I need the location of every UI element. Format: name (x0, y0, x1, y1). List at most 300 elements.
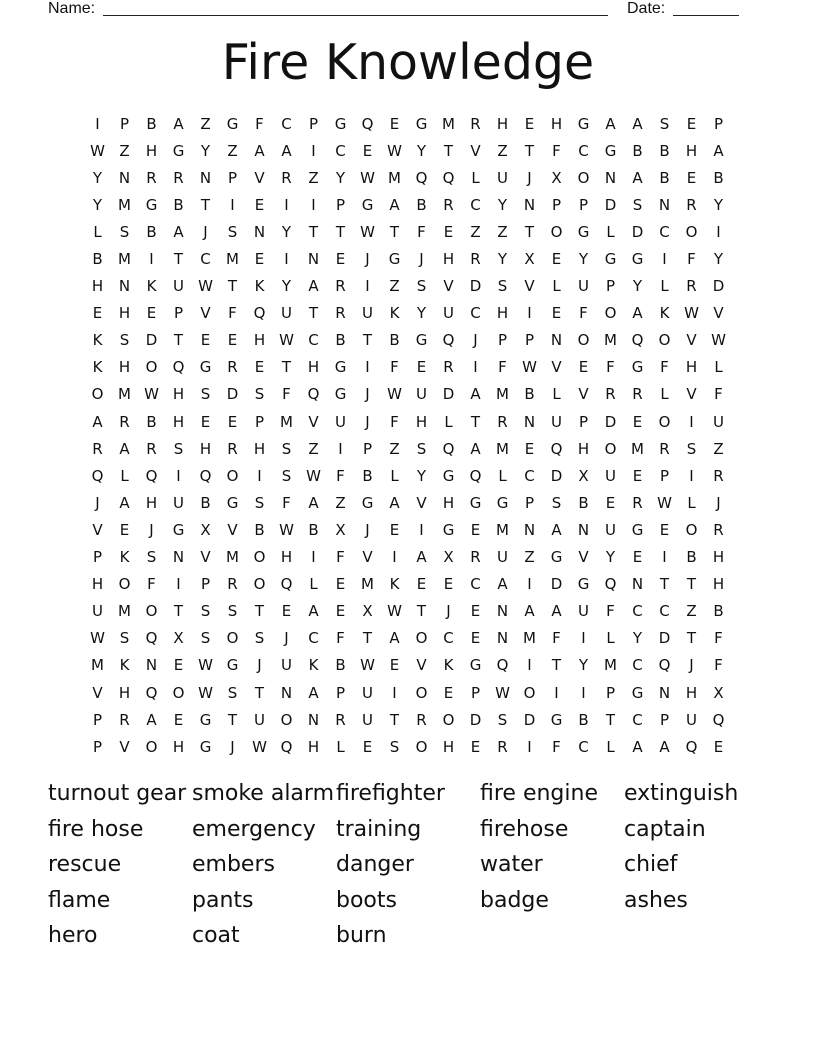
grid-letter: L (660, 385, 669, 404)
grid-letter: Q (442, 331, 455, 350)
grid-letter: U (713, 412, 724, 431)
grid-letter: W (387, 141, 402, 160)
grid-letter: Y (632, 629, 643, 648)
grid-letter: M (496, 385, 509, 404)
grid-letter: R (92, 439, 103, 458)
grid-letter: K (443, 656, 454, 675)
grid-letter: V (119, 737, 130, 756)
grid-letter: H (172, 385, 185, 404)
grid-letter: F (552, 737, 561, 756)
grid-letter: P (173, 304, 184, 323)
word-list-item: embers (192, 852, 275, 878)
grid-letter: T (416, 602, 427, 621)
grid-letter: E (173, 656, 184, 675)
grid-letter: B (686, 548, 697, 567)
grid-letter: Q (631, 331, 644, 350)
grid-letter: G (442, 466, 455, 485)
grid-letter: N (118, 277, 131, 296)
grid-letter: M (361, 575, 374, 594)
grid-letter: T (605, 710, 616, 729)
grid-letter: V (227, 520, 238, 539)
grid-letter: J (203, 222, 208, 241)
grid-letter: H (91, 575, 104, 594)
grid-letter: W (198, 277, 213, 296)
grid-letter: A (416, 548, 427, 567)
grid-letter: U (497, 548, 508, 567)
grid-letter: L (471, 168, 480, 187)
grid-letter: L (660, 277, 669, 296)
grid-letter: M (496, 439, 509, 458)
grid-letter: W (711, 331, 726, 350)
grid-letter: I (527, 304, 532, 323)
grid-letter: H (550, 114, 563, 133)
grid-letter: U (254, 710, 265, 729)
grid-letter: F (390, 412, 399, 431)
grid-letter: Q (361, 114, 374, 133)
grid-letter: Y (281, 277, 292, 296)
grid-letter: V (443, 277, 454, 296)
grid-letter: C (632, 602, 643, 621)
grid-letter: C (659, 222, 670, 241)
grid-letter: P (362, 439, 373, 458)
grid-letter: L (336, 737, 345, 756)
grid-letter: K (92, 358, 103, 377)
grid-letter: S (497, 277, 508, 296)
grid-letter: L (687, 493, 696, 512)
grid-letter: K (659, 304, 670, 323)
grid-letter: G (631, 358, 644, 377)
grid-letter: V (686, 331, 697, 350)
grid-letter: N (523, 412, 536, 431)
grid-letter: T (254, 602, 265, 621)
grid-letter: I (527, 737, 532, 756)
grid-letter: C (578, 737, 589, 756)
grid-letter: C (659, 602, 670, 621)
grid-letter: I (284, 250, 289, 269)
grid-letter: A (281, 141, 292, 160)
grid-letter: G (469, 656, 482, 675)
grid-letter: B (308, 520, 319, 539)
grid-letter: D (550, 466, 563, 485)
grid-letter: B (524, 385, 535, 404)
grid-letter: P (200, 575, 211, 594)
grid-letter: R (227, 358, 238, 377)
grid-letter: A (308, 683, 319, 702)
grid-letter: U (281, 304, 292, 323)
grid-letter: U (443, 304, 454, 323)
grid-letter: A (551, 602, 562, 621)
grid-letter: U (605, 520, 616, 539)
grid-letter: G (388, 250, 401, 269)
grid-letter: R (335, 277, 346, 296)
grid-letter: H (442, 250, 455, 269)
grid-letter: V (470, 141, 481, 160)
grid-letter: M (631, 439, 644, 458)
grid-letter: T (659, 575, 670, 594)
grid-letter: W (522, 358, 537, 377)
grid-letter: P (227, 168, 238, 187)
grid-letter: J (446, 602, 451, 621)
grid-letter: L (390, 466, 399, 485)
grid-letter: B (578, 710, 589, 729)
grid-letter: I (338, 439, 343, 458)
grid-letter: E (254, 358, 265, 377)
grid-letter: E (470, 629, 481, 648)
grid-letter: O (523, 683, 536, 702)
grid-letter: E (686, 168, 697, 187)
grid-letter: S (281, 466, 292, 485)
grid-letter: X (362, 602, 373, 621)
grid-letter: T (389, 222, 400, 241)
grid-letter: H (145, 141, 158, 160)
grid-letter: E (335, 575, 346, 594)
grid-letter: I (284, 195, 289, 214)
grid-letter: O (226, 466, 239, 485)
grid-letter: A (632, 168, 643, 187)
grid-letter: H (685, 141, 698, 160)
grid-letter: R (146, 168, 157, 187)
grid-letter: D (631, 222, 644, 241)
grid-letter: C (200, 250, 211, 269)
grid-letter: Z (335, 493, 346, 512)
grid-letter: R (227, 439, 238, 458)
grid-letter: B (659, 168, 670, 187)
grid-letter: D (550, 575, 563, 594)
grid-letter: Y (578, 656, 589, 675)
grid-letter: S (632, 195, 643, 214)
grid-letter: S (146, 548, 157, 567)
grid-letter: T (686, 575, 697, 594)
grid-letter: S (497, 710, 508, 729)
grid-letter: V (362, 548, 373, 567)
grid-letter: C (470, 575, 481, 594)
grid-letter: J (284, 629, 289, 648)
grid-letter: Y (497, 250, 508, 269)
grid-letter: X (551, 168, 562, 187)
grid-letter: R (713, 466, 724, 485)
grid-letter: I (311, 141, 316, 160)
page-title: Fire Knowledge (221, 34, 595, 91)
grid-letter: E (362, 737, 373, 756)
grid-letter: W (657, 493, 672, 512)
word-list-item: fire engine (480, 781, 598, 806)
grid-letter: Q (199, 466, 212, 485)
grid-letter: G (199, 710, 212, 729)
grid-letter: K (119, 656, 130, 675)
word-list-item: ashes (624, 887, 688, 913)
grid-letter: A (146, 710, 157, 729)
grid-letter: O (685, 222, 698, 241)
grid-letter: W (198, 656, 213, 675)
grid-letter: Y (416, 141, 427, 160)
grid-letter: S (227, 222, 238, 241)
grid-letter: H (712, 548, 725, 567)
grid-letter: A (254, 141, 265, 160)
grid-letter: X (173, 629, 184, 648)
grid-letter: N (658, 195, 671, 214)
grid-letter: H (442, 493, 455, 512)
grid-letter: Y (713, 195, 724, 214)
grid-letter: V (254, 168, 265, 187)
grid-letter: O (685, 520, 698, 539)
grid-letter: P (605, 683, 616, 702)
grid-letter: G (496, 493, 509, 512)
grid-letter: G (631, 520, 644, 539)
grid-letter: G (604, 141, 617, 160)
grid-letter: R (686, 195, 697, 214)
grid-letter: F (336, 466, 345, 485)
word-list-item: badge (480, 887, 549, 913)
grid-letter: B (416, 195, 427, 214)
word-list-item: captain (624, 816, 706, 842)
grid-letter: K (146, 277, 157, 296)
grid-letter: V (92, 683, 103, 702)
grid-letter: G (469, 493, 482, 512)
grid-letter: V (416, 656, 427, 675)
grid-letter: K (119, 548, 130, 567)
grid-letter: R (443, 358, 454, 377)
grid-letter: Y (605, 548, 616, 567)
grid-letter: F (282, 385, 291, 404)
grid-letter: F (579, 304, 588, 323)
grid-letter: T (470, 412, 481, 431)
grid-letter: N (118, 168, 131, 187)
grid-letter: A (92, 412, 103, 431)
grid-letter: O (145, 737, 158, 756)
grid-letter: P (92, 548, 103, 567)
grid-letter: F (606, 358, 615, 377)
grid-letter: W (387, 602, 402, 621)
grid-letter: W (360, 168, 375, 187)
grid-letter: F (147, 575, 156, 594)
grid-letter: C (335, 141, 346, 160)
grid-letter: Q (604, 575, 617, 594)
grid-letter: C (524, 466, 535, 485)
grid-letter: S (551, 493, 562, 512)
grid-letter: J (716, 493, 721, 512)
grid-letter: H (253, 331, 266, 350)
grid-letter: C (308, 629, 319, 648)
grid-letter: P (659, 710, 670, 729)
grid-letter: J (689, 656, 694, 675)
grid-letter: W (144, 385, 159, 404)
grid-letter: E (578, 358, 589, 377)
grid-letter: P (551, 195, 562, 214)
grid-letter: T (227, 710, 238, 729)
grid-letter: I (689, 412, 694, 431)
grid-letter: Q (91, 466, 104, 485)
grid-letter: S (254, 629, 265, 648)
grid-letter: I (230, 195, 235, 214)
grid-letter: V (200, 304, 211, 323)
grid-letter: T (173, 331, 184, 350)
grid-letter: A (713, 141, 724, 160)
grid-letter: R (686, 277, 697, 296)
grid-letter: Q (145, 683, 158, 702)
grid-letter: U (281, 656, 292, 675)
grid-letter: A (308, 277, 319, 296)
grid-letter: N (145, 656, 158, 675)
grid-letter: B (335, 331, 346, 350)
grid-letter: E (524, 114, 535, 133)
grid-letter: N (523, 520, 536, 539)
grid-letter: T (686, 629, 697, 648)
grid-letter: T (308, 304, 319, 323)
grid-letter: W (90, 629, 105, 648)
grid-letter: F (336, 548, 345, 567)
grid-letter: Y (497, 195, 508, 214)
grid-letter: E (443, 575, 454, 594)
grid-letter: M (118, 602, 131, 621)
grid-letter: M (280, 412, 293, 431)
word-list-item: coat (192, 923, 240, 949)
grid-letter: A (632, 114, 643, 133)
grid-letter: D (469, 710, 482, 729)
grid-letter: R (632, 385, 643, 404)
grid-letter: V (308, 412, 319, 431)
grid-letter: S (416, 277, 427, 296)
grid-letter: A (605, 114, 616, 133)
word-list-item: turnout gear (48, 781, 187, 806)
grid-letter: N (307, 710, 320, 729)
grid-letter: B (713, 168, 724, 187)
grid-letter: V (686, 385, 697, 404)
grid-letter: N (604, 168, 617, 187)
grid-letter: O (658, 331, 671, 350)
grid-letter: W (360, 656, 375, 675)
grid-letter: R (497, 737, 508, 756)
word-list-item: hero (48, 923, 98, 949)
grid-letter: G (172, 141, 185, 160)
date-label: Date: (627, 0, 666, 17)
grid-letter: D (145, 331, 158, 350)
grid-letter: H (145, 493, 158, 512)
grid-letter: L (714, 358, 723, 377)
grid-letter: L (444, 412, 453, 431)
grid-letter: P (605, 277, 616, 296)
grid-letter: O (550, 222, 563, 241)
word-list-item: firehose (480, 816, 569, 842)
grid-letter: I (527, 575, 532, 594)
grid-letter: V (713, 304, 724, 323)
grid-letter: S (200, 629, 211, 648)
grid-letter: D (523, 710, 536, 729)
grid-letter: E (389, 656, 400, 675)
grid-letter: S (200, 385, 211, 404)
grid-letter: M (388, 168, 401, 187)
grid-letter: P (524, 493, 535, 512)
grid-letter: P (713, 114, 724, 133)
grid-letter: Z (200, 114, 211, 133)
grid-letter: Z (686, 602, 697, 621)
word-list (48, 778, 768, 956)
grid-letter: M (91, 656, 104, 675)
grid-letter: R (119, 412, 130, 431)
grid-letter: M (226, 250, 239, 269)
grid-letter: I (311, 195, 316, 214)
grid-letter: P (92, 710, 103, 729)
grid-letter: U (362, 683, 373, 702)
grid-letter: M (118, 250, 131, 269)
grid-letter: A (524, 602, 535, 621)
grid-letter: A (632, 737, 643, 756)
grid-letter: R (443, 195, 454, 214)
grid-letter: O (253, 575, 266, 594)
grid-letter: F (228, 304, 237, 323)
grid-letter: A (659, 737, 670, 756)
grid-letter: H (496, 304, 509, 323)
grid-letter: Y (416, 466, 427, 485)
word-list-item: flame (48, 887, 111, 913)
grid-letter: B (389, 331, 400, 350)
grid-letter: G (172, 520, 185, 539)
grid-letter: R (605, 385, 616, 404)
grid-letter: A (173, 222, 184, 241)
grid-letter: T (551, 656, 562, 675)
grid-letter: R (335, 304, 346, 323)
grid-letter: P (335, 683, 346, 702)
grid-letter: O (415, 629, 428, 648)
grid-letter: E (254, 195, 265, 214)
grid-letter: B (362, 466, 373, 485)
grid-letter: R (281, 168, 292, 187)
grid-letter: N (550, 331, 563, 350)
grid-letter: R (416, 710, 427, 729)
grid-letter: Q (253, 304, 266, 323)
grid-letter: H (280, 548, 293, 567)
grid-letter: Y (335, 168, 346, 187)
grid-letter: T (281, 358, 292, 377)
grid-letter: A (119, 493, 130, 512)
grid-letter: X (524, 250, 535, 269)
grid-letter: H (307, 737, 320, 756)
grid-letter: F (660, 358, 669, 377)
grid-letter: O (415, 737, 428, 756)
grid-letter: E (389, 114, 400, 133)
grid-letter: M (442, 114, 455, 133)
grid-letter: O (118, 575, 131, 594)
grid-letter: M (604, 331, 617, 350)
grid-letter: E (335, 602, 346, 621)
grid-letter: N (631, 575, 644, 594)
grid-letter: E (362, 141, 373, 160)
grid-letter: E (551, 304, 562, 323)
grid-letter: D (604, 195, 617, 214)
grid-letter: I (392, 683, 397, 702)
grid-letter: H (496, 114, 509, 133)
word-list-item: water (480, 852, 543, 878)
grid-letter: V (551, 358, 562, 377)
grid-letter: Q (280, 575, 293, 594)
grid-letter: E (416, 575, 427, 594)
grid-letter: Z (389, 277, 400, 296)
grid-letter: V (578, 548, 589, 567)
grid-letter: T (227, 277, 238, 296)
grid-letter: I (581, 629, 586, 648)
grid-letter: U (686, 710, 697, 729)
grid-letter: I (716, 222, 721, 241)
grid-letter: T (173, 602, 184, 621)
word-list-item: extinguish (624, 781, 739, 806)
grid-letter: Q (712, 710, 725, 729)
grid-letter: F (255, 114, 264, 133)
word-list-item: pants (192, 887, 254, 913)
grid-letter: J (257, 656, 262, 675)
grid-letter: L (606, 629, 615, 648)
grid-letter: O (604, 304, 617, 323)
grid-letter: W (360, 222, 375, 241)
grid-letter: S (659, 114, 670, 133)
